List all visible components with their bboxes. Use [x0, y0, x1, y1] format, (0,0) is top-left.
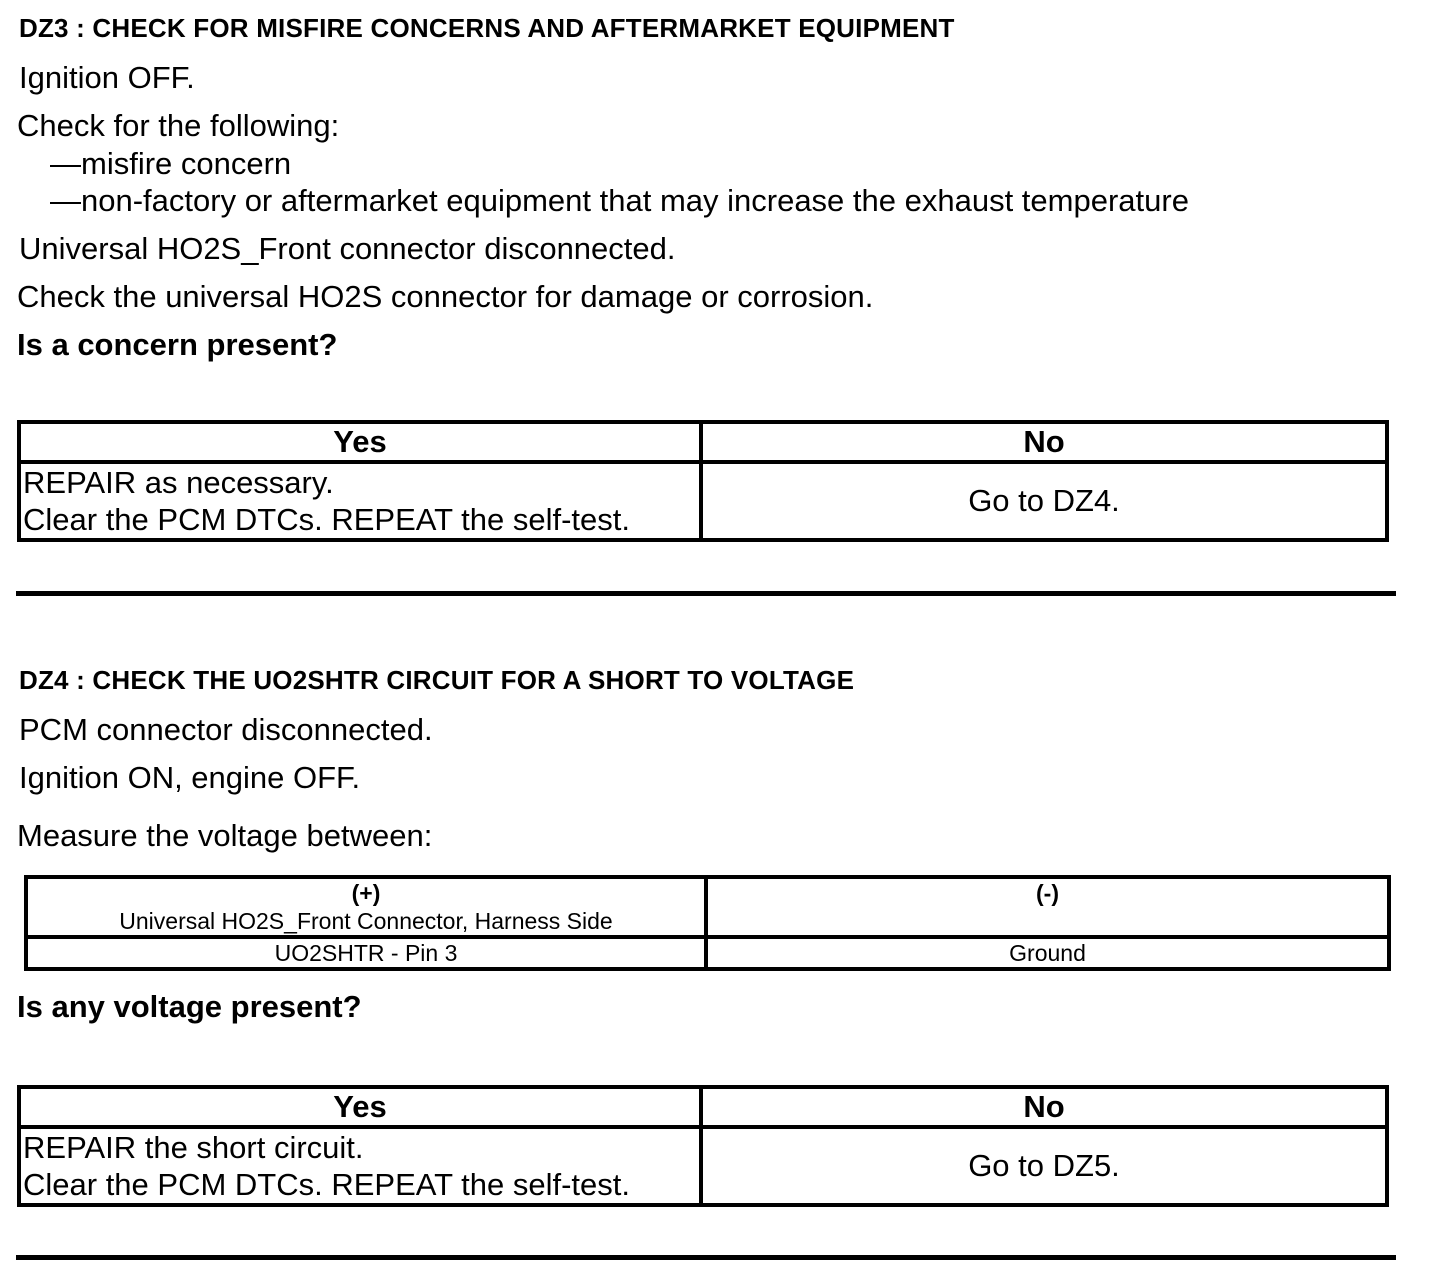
- dz4-yes-line2: Clear the PCM DTCs. REPEAT the self-test.: [23, 1167, 630, 1202]
- dz3-question: Is a concern present?: [17, 327, 338, 362]
- section-divider: [16, 591, 1396, 596]
- dz4-plus-header: [26, 877, 706, 937]
- dz4-plus-value: UO2SHTR - Pin 3: [26, 937, 706, 969]
- dz3-no-header: No: [701, 422, 1387, 462]
- dz4-decision-table: [17, 1085, 1389, 1207]
- dz3-step-ignition: Ignition OFF.: [19, 60, 195, 95]
- dz4-plus-sub: Universal HO2S_Front Connector, Harness Side: [119, 908, 613, 934]
- dz4-yes-action: [19, 1127, 701, 1205]
- dz4-minus-value: Ground: [706, 937, 1389, 969]
- dz4-no-action: Go to DZ5.: [701, 1127, 1387, 1205]
- dz3-no-action: Go to DZ4.: [701, 462, 1387, 540]
- dz3-list-item-aftermarket: —non-factory or aftermarket equipment that may increase the exhaust temperature: [50, 183, 1189, 218]
- dz3-yes-line1: REPAIR as necessary.: [23, 465, 334, 500]
- dz4-step-pcm: PCM connector disconnected.: [19, 712, 433, 747]
- dz3-decision-table: [17, 420, 1389, 542]
- dz4-yes-header: Yes: [19, 1087, 701, 1127]
- dz4-step-ignition: Ignition ON, engine OFF.: [19, 760, 361, 795]
- section-divider-bottom: [16, 1255, 1396, 1260]
- dz4-heading: DZ4 : CHECK THE UO2SHTR CIRCUIT FOR A SHORT TO VOLTAGE: [19, 665, 855, 695]
- dz4-yes-line1: REPAIR the short circuit.: [23, 1130, 364, 1165]
- dz4-minus-label: (-): [1036, 880, 1059, 906]
- dz4-question: Is any voltage present?: [17, 989, 362, 1024]
- dz3-step-connector: Universal HO2S_Front connector disconnected.: [19, 231, 676, 266]
- dz3-step-check-connector: Check the universal HO2S connector for damage or corrosion.: [17, 279, 874, 314]
- dz3-step-check-for: Check for the following:: [17, 108, 340, 143]
- dz3-yes-line2: Clear the PCM DTCs. REPEAT the self-test.: [23, 502, 630, 537]
- dz3-heading: DZ3 : CHECK FOR MISFIRE CONCERNS AND AFTERMARKET EQUIPMENT: [19, 13, 955, 43]
- dz4-measurement-table: [24, 875, 1391, 971]
- dz4-minus-header: [706, 877, 1389, 937]
- dz4-plus-label: (+): [351, 880, 381, 906]
- dz4-step-measure: Measure the voltage between:: [17, 818, 433, 853]
- dz3-yes-action: [19, 462, 701, 540]
- dz4-no-header: No: [701, 1087, 1387, 1127]
- dz3-yes-header: Yes: [19, 422, 701, 462]
- dz3-list-item-misfire: —misfire concern: [50, 146, 292, 181]
